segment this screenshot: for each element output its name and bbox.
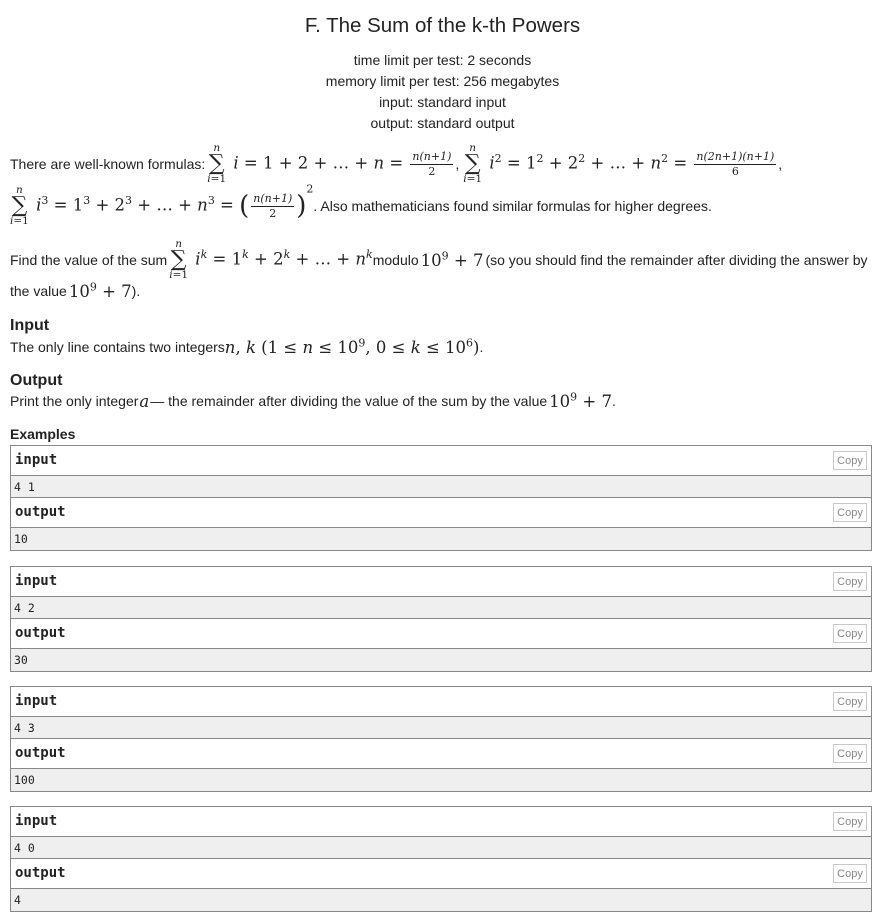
output-text-before: Print the only integer xyxy=(10,393,139,409)
example-input-label: input xyxy=(15,813,58,829)
input-text: The only line contains two integers xyxy=(10,339,225,355)
statement-remainder: (so you should find the remainder after dividing the answer by xyxy=(485,252,868,268)
example-input-value: 4 0 xyxy=(11,837,871,859)
example-input-label: input xyxy=(15,573,58,589)
example-block xyxy=(10,566,872,672)
problem-title: F. The Sum of the k-th Powers xyxy=(304,14,581,37)
statement-line-2 xyxy=(10,182,873,230)
example-input-header xyxy=(11,446,871,476)
statement-line-3 xyxy=(10,236,873,284)
statement-value: the value xyxy=(10,283,67,299)
formula-mod-2: $10^9 + 7$ xyxy=(68,280,132,301)
copy-input-button[interactable]: Copy xyxy=(833,812,867,831)
example-input-header xyxy=(11,567,871,597)
examples-title: Examples xyxy=(10,426,76,442)
formula-sum-i2: n ∑ i=1 $i^2 = 1^2 + 2^2$ + … + $n^2$ = $\frac{n(2n+1)(n+1)}{6}$ xyxy=(463,142,775,185)
example-output-value: 30 xyxy=(11,649,871,671)
statement-find: Find the value of the sum xyxy=(10,252,168,268)
statement-line-1: There are well-known formulas: n ∑ i=1 i = 1 + 2 + … + n = $\frac{n(n+1)}{2}$ , n ∑ i=1 $i^2 = 1^2 + 2^2$ + … + $n^2$ = $\frac{n(2n+1)(n+1)}{6}$ , xyxy=(10,142,783,185)
input-spec: input: standard input xyxy=(379,94,506,110)
statement-end: ). xyxy=(131,283,141,299)
statement-line-4 xyxy=(10,280,873,302)
example-output-header xyxy=(11,859,871,889)
example-output-label: output xyxy=(15,625,66,641)
copy-input-button[interactable]: Copy xyxy=(833,692,867,711)
memory-limit: memory limit per test: 256 megabytes xyxy=(325,73,560,89)
copy-input-button[interactable]: Copy xyxy=(833,572,867,591)
formula-sum-i: n ∑ i=1 i = 1 + 2 + … + n = $\frac{n(n+1)}{2}$ xyxy=(207,142,452,185)
example-block xyxy=(10,806,872,912)
example-input-label: input xyxy=(15,452,58,468)
example-output-value: 100 xyxy=(11,769,871,791)
input-section-title: Input xyxy=(10,317,50,334)
example-output-label: output xyxy=(15,865,66,881)
formula-mod: $10^9 + 7$ xyxy=(420,249,484,270)
copy-output-button[interactable]: Copy xyxy=(833,864,867,883)
output-section-text: Print the only integer a — the remainder after dividing the value of the sum by the value $10^9 + 7$ . xyxy=(10,390,616,411)
output-section-title: Output xyxy=(10,372,63,389)
statement-intro: There are well-known formulas: xyxy=(10,156,206,172)
formula-sum-ik: n ∑ i=1 $i^k = 1^k + 2^k$ + … + $n^k$ xyxy=(169,238,373,281)
example-output-header xyxy=(11,498,871,528)
example-block xyxy=(10,445,872,551)
example-output-value: 10 xyxy=(11,528,871,550)
copy-output-button[interactable]: Copy xyxy=(833,503,867,522)
example-input-header xyxy=(11,807,871,837)
formula-mod-3: $10^9 + 7$ xyxy=(549,390,612,411)
example-input-value: 4 2 xyxy=(11,597,871,619)
output-spec: output: standard output xyxy=(370,115,515,131)
example-output-label: output xyxy=(15,745,66,761)
example-input-value: 4 1 xyxy=(11,476,871,498)
example-output-header xyxy=(11,739,871,769)
example-block xyxy=(10,686,872,792)
example-output-header xyxy=(11,619,871,649)
statement-modulo: modulo xyxy=(372,252,419,268)
copy-output-button[interactable]: Copy xyxy=(833,744,867,763)
formula-constraints: n, k ($1 \le n \le 10^9$, $0 \le k \le 10^6$) xyxy=(224,336,480,357)
copy-input-button[interactable]: Copy xyxy=(833,451,867,470)
formula-a: a xyxy=(139,391,150,411)
output-text-after: — the remainder after dividing the value of the sum by the value xyxy=(150,393,548,409)
statement-also: . Also mathematicians found similar formulas for higher degrees. xyxy=(313,198,712,214)
input-section-text: The only line contains two integers n, k ($1 \le n \le 10^9$, $0 \le k \le 10^6$) . xyxy=(10,336,484,357)
problem-header xyxy=(0,0,885,134)
time-limit: time limit per test: 2 seconds xyxy=(353,52,532,68)
copy-output-button[interactable]: Copy xyxy=(833,624,867,643)
example-input-label: input xyxy=(15,693,58,709)
formula-sum-i3: n ∑ i=1 $i^3 = 1^3 + 2^3$ + … + $n^3$ = ( $\frac{n(n+1)}{2}$ )$^2$ xyxy=(10,182,314,227)
example-output-value: 4 xyxy=(11,889,871,911)
example-input-value: 4 3 xyxy=(11,717,871,739)
example-input-header xyxy=(11,687,871,717)
example-output-label: output xyxy=(15,504,66,520)
